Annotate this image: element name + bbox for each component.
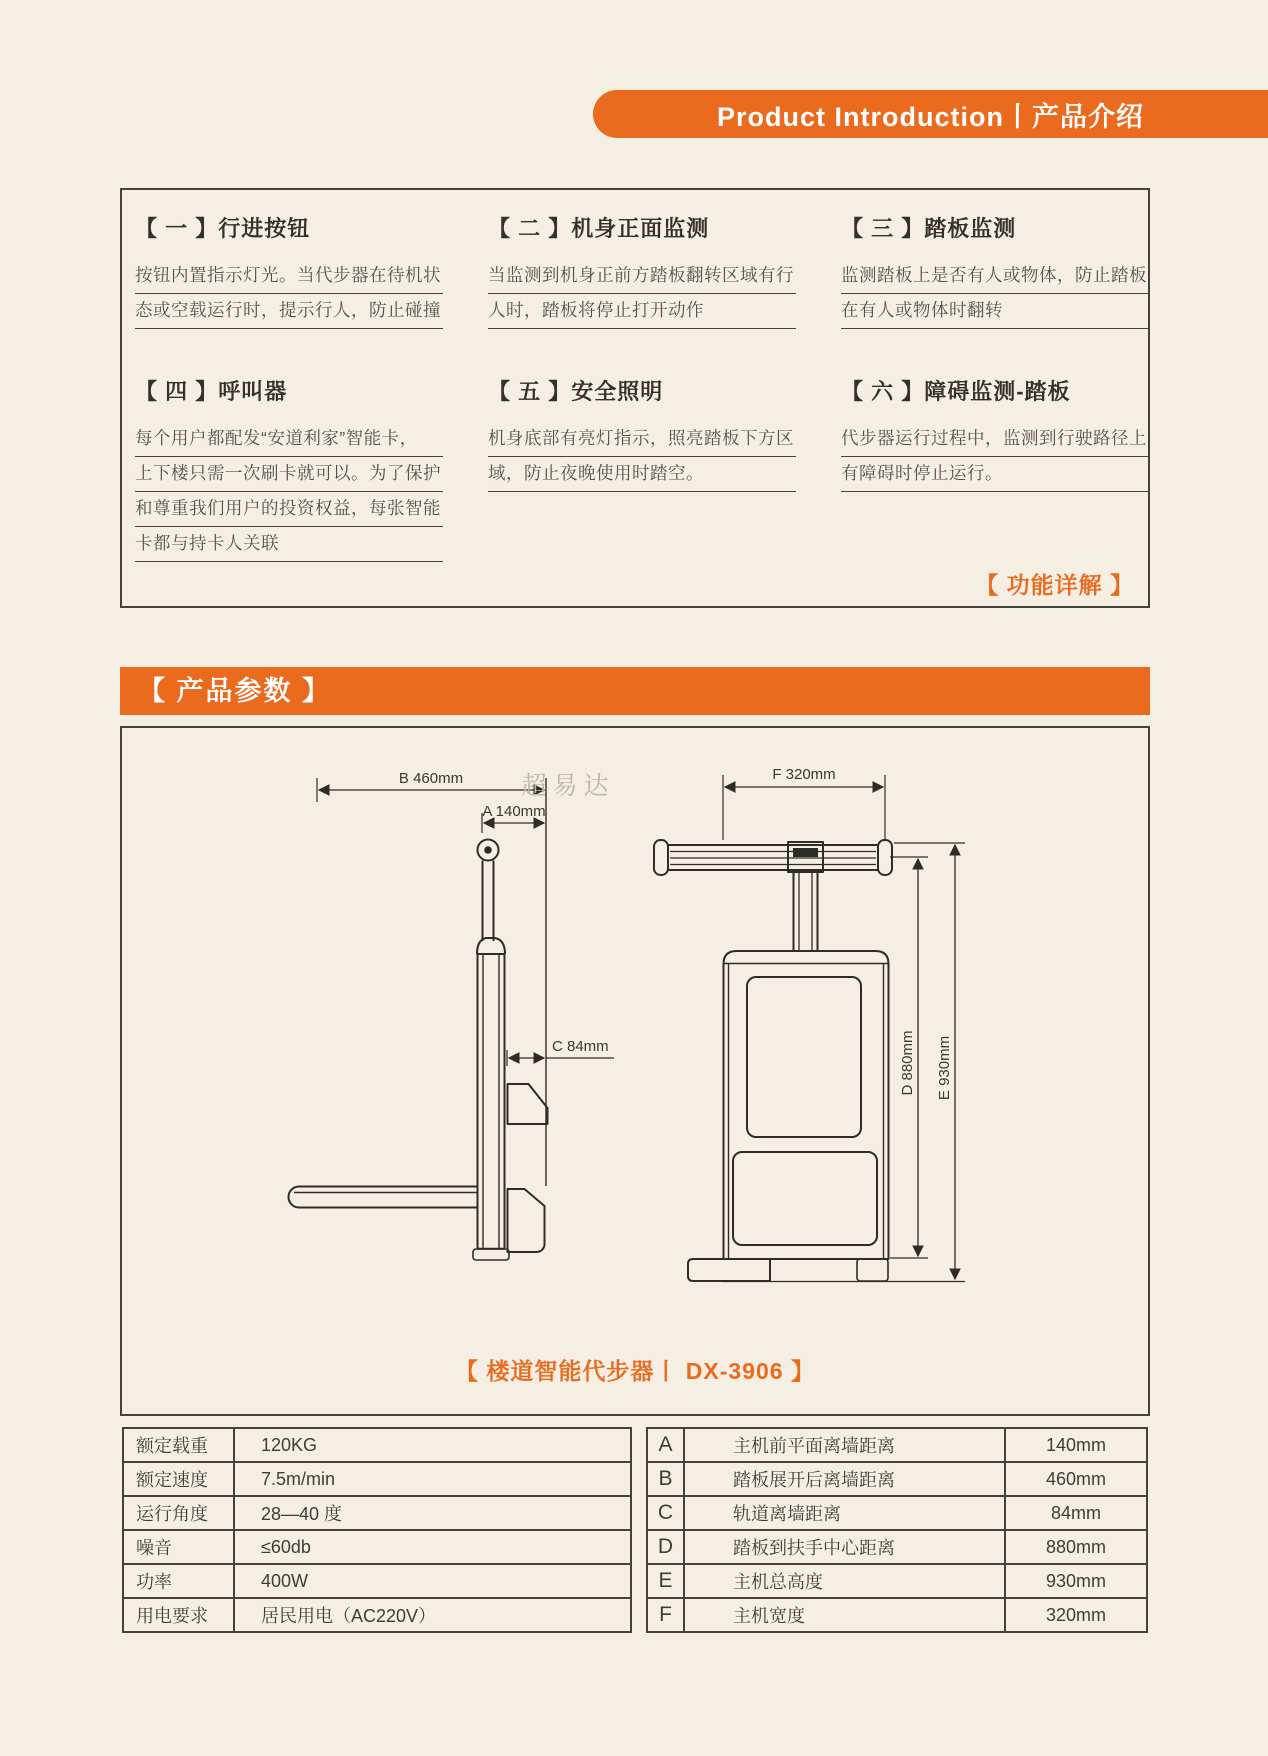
feature-line: 当监测到机身正前方踏板翻转区域有行 [488,259,796,294]
spec-table [122,1427,632,1633]
table-row [647,1598,1147,1632]
diagram-box [120,726,1150,1416]
feature-line: 和尊重我们用户的投资权益，每张智能 [135,492,443,527]
feature-line: 态或空载运行时，提示行人，防止碰撞 [135,294,443,329]
dim-label: 轨道离墙距离 [684,1496,1005,1530]
dim-label: 主机宽度 [684,1598,1005,1632]
table-row [647,1496,1147,1530]
page-title-banner: Product Introduction丨产品介绍 [593,90,1268,138]
features-box [120,188,1150,608]
feature-line: 每个用户都配发“安道利家”智能卡， [135,422,443,457]
product-params-banner: 【 产品参数 】 [120,667,1150,715]
feature-section-5 [488,375,796,562]
feature-line: 上下楼只需一次刷卡就可以。为了保护 [135,457,443,492]
dim-key: C [647,1496,684,1530]
feature-line: 卡都与持卡人关联 [135,527,443,562]
feature-detail-label: 【 功能详解 】 [975,572,1134,598]
spec-label: 功率 [123,1564,234,1598]
feature-section-4 [135,375,443,562]
dim-label: 主机总高度 [684,1564,1005,1598]
dimension-table [646,1427,1148,1633]
dim-label-e: E 930mm [936,1035,953,1101]
model-caption: 【 楼道智能代步器丨 DX-3906 】 [455,1358,815,1384]
table-row [123,1530,631,1564]
spec-value: ≤60db [234,1530,631,1564]
spec-label: 额定速度 [123,1462,234,1496]
dim-label: 踏板展开后离墙距离 [684,1462,1005,1496]
table-row [123,1428,631,1462]
front-view-drawing [654,840,892,1281]
dim-value: 880mm [1005,1530,1147,1564]
spec-label: 噪音 [123,1530,234,1564]
table-row [647,1564,1147,1598]
technical-drawing-svg [122,728,1148,1414]
table-row [123,1598,631,1632]
dim-value: 320mm [1005,1598,1147,1632]
dim-label-a: A 140mm [482,803,546,820]
table-row [647,1462,1147,1496]
dim-label: 踏板到扶手中心距离 [684,1530,1005,1564]
table-row [647,1530,1147,1564]
dim-key: D [647,1530,684,1564]
feature-line: 有障碍时停止运行。 [841,457,1149,492]
feature-title: 【 四 】呼叫器 [135,379,288,404]
feature-line: 人时，踏板将停止打开动作 [488,294,796,329]
feature-section-1 [135,212,443,375]
dim-key: E [647,1564,684,1598]
dim-value: 460mm [1005,1462,1147,1496]
feature-title: 【 六 】障碍监测-踏板 [841,379,1071,404]
spec-value: 28—40 度 [234,1496,631,1530]
spec-value: 7.5m/min [234,1462,631,1496]
table-row [647,1428,1147,1462]
feature-line: 监测踏板上是否有人或物体，防止踏板 [841,259,1149,294]
dim-label-f: F 320mm [772,766,836,783]
dim-value: 140mm [1005,1428,1147,1462]
feature-section-3 [841,212,1149,375]
feature-title: 【 一 】行进按钮 [135,216,311,241]
feature-line: 在有人或物体时翻转 [841,294,1149,329]
feature-section-2 [488,212,796,375]
feature-line: 机身底部有亮灯指示，照亮踏板下方区 [488,422,796,457]
spec-label: 用电要求 [123,1598,234,1632]
spec-label: 运行角度 [123,1496,234,1530]
feature-line: 代步器运行过程中，监测到行驶路径上 [841,422,1149,457]
feature-title: 【 三 】踏板监测 [841,216,1017,241]
spec-value: 120KG [234,1428,631,1462]
dim-key: F [647,1598,684,1632]
dim-value: 84mm [1005,1496,1147,1530]
spec-label: 额定载重 [123,1428,234,1462]
feature-title: 【 五 】安全照明 [488,379,664,404]
watermark-text: 超易达 [521,772,615,800]
side-view-drawing [289,840,548,1261]
dim-value: 930mm [1005,1564,1147,1598]
feature-section-6 [841,375,1149,562]
feature-line: 按钮内置指示灯光。当代步器在待机状 [135,259,443,294]
dim-key: B [647,1462,684,1496]
features-grid [122,190,1148,562]
spec-value: 居民用电（AC220V） [234,1598,631,1632]
dim-key: A [647,1428,684,1462]
dim-label-d: D 880mm [899,1030,916,1096]
table-row [123,1462,631,1496]
feature-title: 【 二 】机身正面监测 [488,216,710,241]
feature-line: 域，防止夜晚使用时踏空。 [488,457,796,492]
dim-label-b: B 460mm [398,770,464,787]
table-row [123,1496,631,1530]
dim-label-c: C 84mm [552,1038,609,1055]
table-row [123,1564,631,1598]
dim-label: 主机前平面离墙距离 [684,1428,1005,1462]
spec-value: 400W [234,1564,631,1598]
